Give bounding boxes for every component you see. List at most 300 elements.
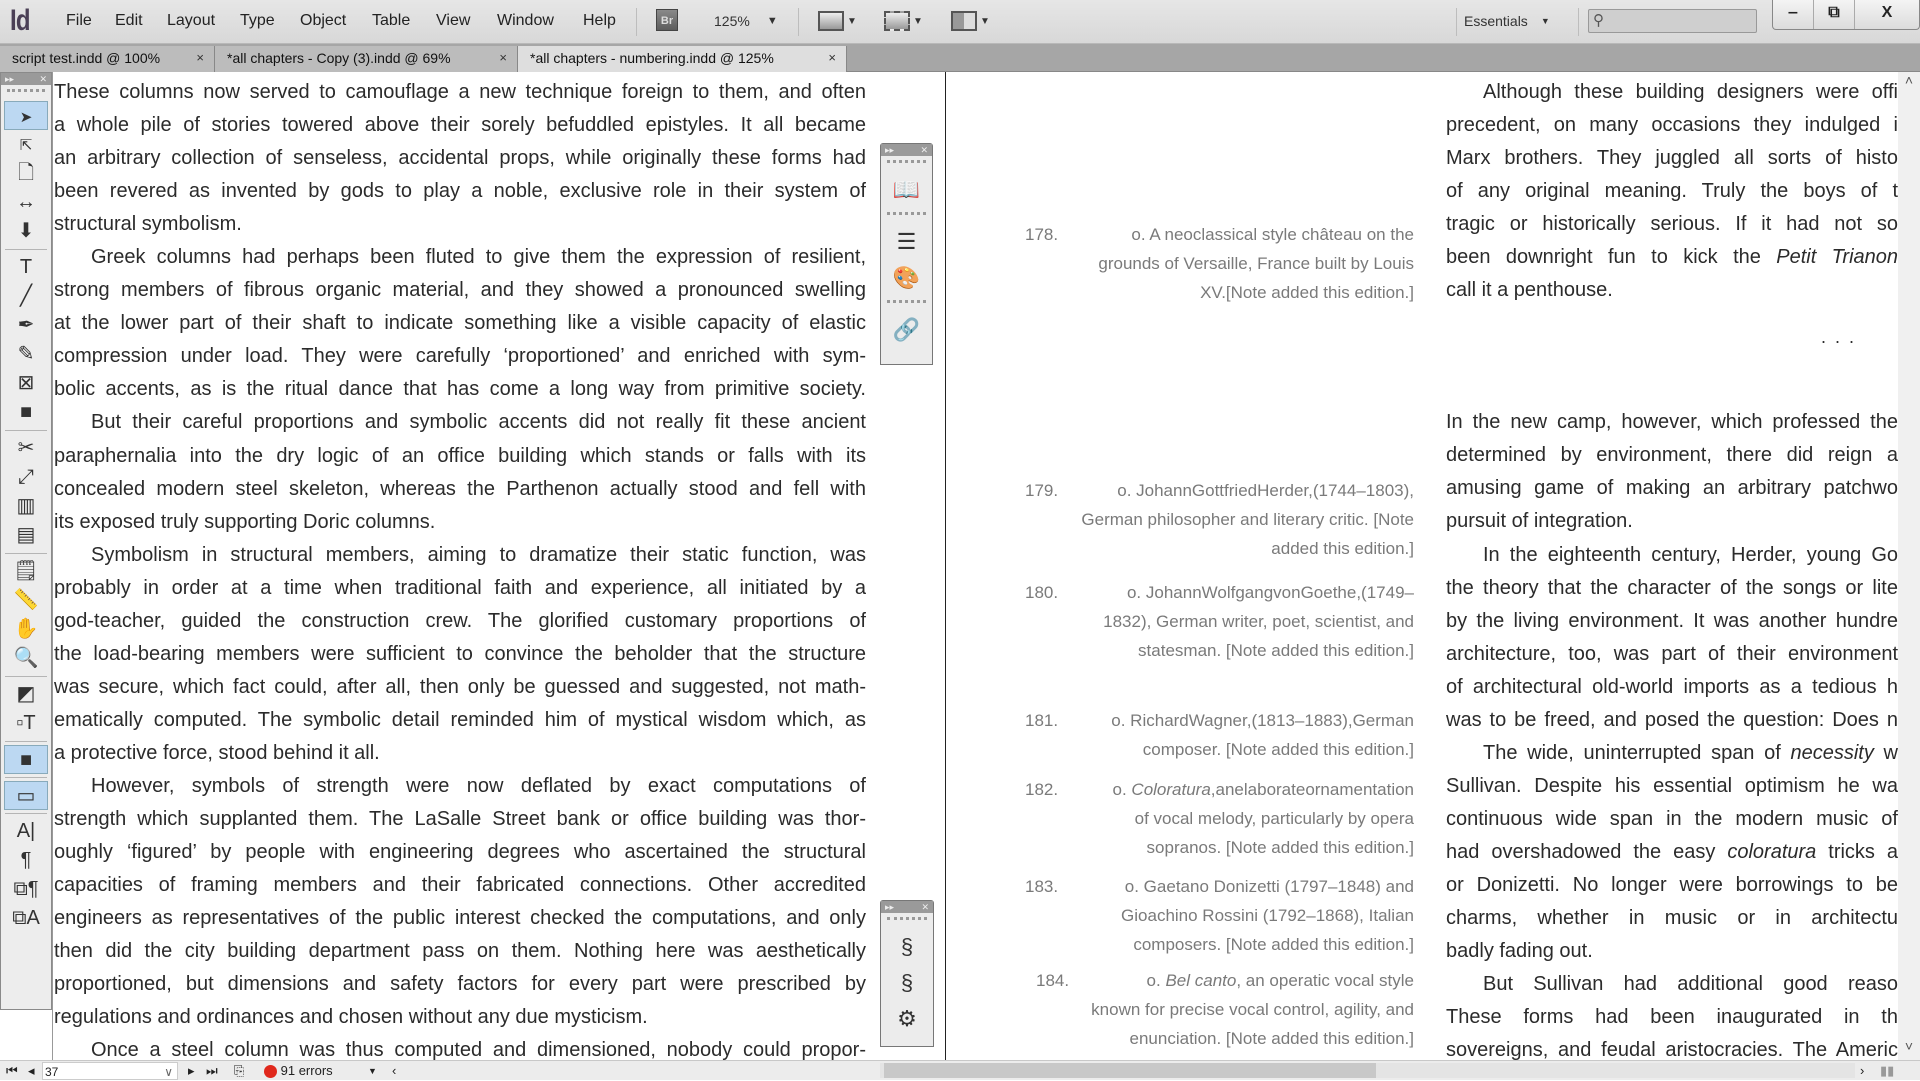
menu-edit[interactable]: Edit (115, 12, 143, 29)
content-collector-tool-icon: ⬇ (17, 220, 35, 242)
footnote-number: 180. (1025, 583, 1059, 602)
line-text (54, 676, 866, 698)
preflight-status[interactable] (264, 1062, 333, 1080)
text-line (1446, 572, 1898, 605)
footnote-line (1020, 706, 1414, 735)
selection-tool-icon: ➤ (19, 109, 33, 126)
text-line (54, 109, 866, 142)
line-tool[interactable] (4, 282, 48, 311)
footnote-line (1020, 804, 1414, 833)
line-text (1446, 577, 1898, 599)
content-collector-tool[interactable] (4, 217, 48, 246)
tab-document[interactable] (0, 46, 215, 72)
text-run: o. JohannWolfgangvonGoethe,(1749– (1126, 583, 1414, 602)
character-panel[interactable] (4, 817, 48, 846)
formatting-container-text[interactable] (4, 709, 48, 738)
menu-file[interactable]: File (66, 12, 92, 29)
text-run: continuous wide span in the modern music of (1446, 807, 1898, 830)
text-run: sopranos. [Note added this edition.] (1146, 838, 1414, 857)
text-line (54, 1001, 866, 1034)
text-run: o. RichardWagner,(1813–1883),German (1111, 711, 1414, 730)
bridge-button[interactable]: Br (656, 9, 678, 31)
text-line (54, 274, 866, 307)
text-run: been revered as invented by gods to play a noble, exclusive role in their system of (54, 180, 866, 203)
text-run: o. JohannGottfriedHerder,(1744–1803), (1117, 481, 1414, 500)
links-panel-icon[interactable]: 🔗 (892, 317, 921, 342)
line-text (1446, 676, 1898, 698)
text-run: its exposed truly supporting Doric columns. (54, 510, 436, 533)
screen-mode-icon (884, 11, 910, 31)
text-line (1446, 241, 1898, 274)
line-text (91, 246, 866, 268)
pen-tool-icon: ✒ (17, 314, 35, 336)
text-line (1446, 836, 1898, 869)
text-line (54, 142, 866, 175)
previous-page-icon[interactable]: ◂ (28, 1063, 35, 1078)
pencil-tool-icon: ✎ (17, 343, 35, 365)
rectangle-frame-tool[interactable] (4, 369, 48, 398)
text-run: strong members of fibrous organic material, and they showed a pronounced swelling (54, 279, 866, 302)
character-styles-panel[interactable] (4, 875, 48, 904)
panel-grip[interactable] (7, 89, 45, 97)
text-line (54, 241, 866, 274)
panel-grip[interactable] (887, 212, 926, 220)
text-run: ,anelaborateornamentation (1210, 780, 1414, 799)
italic-text: Coloratura (1131, 780, 1211, 799)
text-line (54, 770, 866, 803)
search-input[interactable] (1588, 9, 1757, 33)
line-text (54, 742, 380, 764)
last-page-icon[interactable]: ⏭ (206, 1063, 218, 1078)
menu-layout[interactable]: Layout (167, 12, 216, 29)
text-run: enunciation. [Note added this edition.] (1129, 1029, 1414, 1048)
menu-view[interactable]: View (436, 12, 471, 29)
text-run: These forms had been inaugurated in th (1446, 1006, 1898, 1029)
divider (1456, 8, 1457, 36)
footnote-line (1020, 578, 1414, 607)
line-text (1446, 610, 1898, 632)
paragraph-panel-icon: ¶ (20, 849, 32, 871)
footnote (1020, 220, 1414, 307)
text-run: of any original meaning. Truly the boys of t (1446, 180, 1898, 203)
page-number-field[interactable] (42, 1062, 178, 1080)
paragraph-styles-panel[interactable] (4, 904, 48, 933)
zoom-tool-icon: 🔍 (13, 647, 39, 669)
text-run: compression under load. They were carefully ‘proportioned’ and enriched with sym- (54, 345, 866, 368)
line-text (54, 478, 866, 500)
chevron-down-icon: ▼ (913, 15, 923, 27)
measure-tool-icon: 📏 (13, 589, 39, 611)
text-run: pursuit of integration. (1446, 510, 1633, 533)
text-run: Symbolism in structural members, aiming to dramatize their static function, was (91, 543, 866, 566)
text-line (1446, 968, 1898, 1001)
text-run: Once a steel column was thus computed and dimensioned, nobody could propor- (91, 1039, 866, 1060)
footnote-number: 184. (1036, 971, 1070, 990)
close-button[interactable]: X (1881, 4, 1893, 21)
text-run: call it a penthouse. (1446, 279, 1613, 302)
pencil-tool[interactable] (4, 340, 48, 369)
page-tool[interactable] (4, 159, 48, 188)
preflight-menu-icon[interactable]: ▼ (368, 1066, 377, 1076)
text-line (54, 406, 866, 439)
text-line (1446, 704, 1898, 737)
free-transform-tool-icon: ⤢ (18, 466, 34, 488)
tab-document[interactable] (215, 46, 518, 72)
swatches-panel-icon[interactable]: 🎨 (892, 265, 921, 290)
tab-document[interactable] (518, 46, 847, 72)
status-bar (0, 1060, 1920, 1080)
menu-table[interactable]: Table (372, 12, 411, 29)
text-run: structural symbolism. (54, 213, 242, 236)
text-run: paraphernalia into the dry logic of an office building which stands or falls with its (54, 444, 866, 467)
text-run: had overshadowed the easy (1446, 840, 1728, 863)
type-tool[interactable] (4, 253, 48, 282)
footnote-line (1020, 476, 1414, 505)
gradient-feather-tool[interactable] (4, 521, 48, 550)
restore-button[interactable]: ⧉ (1814, 0, 1855, 29)
line-text (54, 279, 866, 301)
line-text (1483, 81, 1898, 103)
text-line (54, 671, 866, 704)
footnote-line (1020, 872, 1414, 901)
line-text (54, 907, 866, 929)
text-run: the load-bearing members were sufficient to convince the beholder that the structure (54, 642, 866, 665)
text-line (1446, 208, 1898, 241)
close-icon[interactable]: ✕ (39, 74, 47, 84)
normal-view-mode[interactable] (4, 745, 48, 774)
text-run: o. (1112, 780, 1132, 799)
text-run: capacities of framing members and their fabricated connections. Other accredited (54, 874, 866, 897)
text-run: a protective force, stood behind it all. (54, 741, 380, 764)
scissors-tool[interactable] (4, 434, 48, 463)
line-text (54, 511, 435, 533)
gradient-swatch-tool-icon: ▥ (16, 495, 36, 517)
line-text (54, 81, 866, 103)
data-merge-panel-icon[interactable]: ⚙ (897, 1006, 917, 1031)
line-text (54, 345, 866, 367)
italic-text: Petit Trianon (1776, 246, 1898, 269)
text-run: known for precise vocal control, agility, and (1091, 1000, 1414, 1019)
text-run: a whole pile of stories towered above their sorely befuddled epistyles. It all became (54, 114, 866, 137)
line-text (54, 114, 866, 136)
line-text (54, 1006, 648, 1028)
chevron-down-icon: ▼ (980, 15, 990, 27)
tool-separator (5, 249, 47, 250)
hand-tool[interactable] (4, 615, 48, 644)
gradient-swatch-tool[interactable] (4, 492, 48, 521)
text-run: Although these building designers were offi (1483, 81, 1898, 103)
scroll-left-icon[interactable]: ‹ (392, 1063, 397, 1078)
pages-panel-icon[interactable]: 📖 (892, 177, 921, 202)
footnote (1020, 775, 1414, 862)
menu-window[interactable]: Window (497, 12, 554, 29)
document-tabs (0, 44, 1920, 72)
text-run: been downright fun to kick the (1446, 246, 1777, 269)
scroll-up-icon[interactable]: ˄ (1904, 72, 1914, 88)
panel-dock (880, 143, 933, 365)
text-run: , an operatic vocal style (1236, 971, 1414, 990)
line-text (54, 808, 866, 830)
next-page-icon[interactable]: ▸ (188, 1063, 195, 1078)
text-run: charms, whether in music or in architectu (1446, 907, 1898, 930)
line-text (91, 775, 866, 797)
text-line (1446, 605, 1898, 638)
scissors-tool-icon: ✂ (17, 437, 35, 459)
text-run: tricks a (1816, 840, 1898, 863)
scroll-right-icon[interactable]: › (1860, 1063, 1865, 1078)
footnote-line (1020, 636, 1414, 665)
text-run: In the new camp, however, which professed the (1446, 411, 1898, 434)
text-line (1446, 737, 1898, 770)
text-run: w (1873, 741, 1898, 764)
gap-tool[interactable] (4, 188, 48, 217)
spread-divider (945, 72, 946, 1060)
footnote-line (1020, 607, 1414, 636)
line-text (1446, 808, 1898, 830)
divider (1578, 8, 1579, 36)
text-line (1446, 274, 1898, 307)
text-run: o. A neoclassical style château on the (1131, 225, 1414, 244)
direct-selection-tool[interactable] (4, 130, 48, 159)
direct-selection-tool-icon: ⇱ (19, 137, 33, 154)
gradient-feather-tool-icon: ▤ (16, 524, 36, 546)
divider (798, 8, 799, 36)
line-text (1446, 246, 1898, 268)
note-tool[interactable] (4, 557, 48, 586)
italic-text: necessity (1790, 741, 1874, 764)
text-run: sovereigns, and feudal aristocracies. The Americ (1446, 1039, 1898, 1060)
arrange-documents-button[interactable] (951, 8, 990, 34)
text-line (1446, 539, 1898, 572)
script-label-panel-icon[interactable]: § (900, 970, 914, 995)
footnote-line (1020, 995, 1414, 1024)
footnote-line (1020, 220, 1414, 249)
left-page-text-frame[interactable] (54, 76, 866, 1060)
text-run: determined by environment, there did reign a (1446, 444, 1898, 467)
footnote-line (1020, 901, 1414, 930)
text-run: concealed modern steel skeleton, whereas the Parthenon actually stood and fell with (54, 477, 866, 500)
paragraph-panel[interactable] (4, 846, 48, 875)
zoom-level-dropdown[interactable] (714, 8, 778, 34)
text-run: probably in order at a time when traditional faith and experience, all initiated by a (54, 576, 866, 599)
line-text (54, 709, 866, 731)
line-text (54, 445, 866, 467)
line-text (1446, 874, 1898, 896)
text-run: was secure, which fact could, after all, then only be guessed and suggested, not math- (54, 675, 866, 698)
horizontal-scroll-thumb[interactable] (884, 1063, 1376, 1078)
character-styles-panel-icon: ⧉¶ (13, 878, 39, 900)
text-run: by the living environment. It was another hundre (1446, 609, 1898, 632)
screen-mode-button[interactable] (884, 8, 923, 34)
line-text (54, 841, 866, 863)
tab-label: *all chapters - Copy (3).indd @ 69% (227, 50, 451, 66)
line-text (54, 312, 866, 334)
scroll-down-icon[interactable]: ˅ (1904, 1038, 1914, 1054)
chevron-down-icon: ▼ (1540, 16, 1550, 26)
first-page-icon[interactable]: ⏮ (6, 1063, 18, 1078)
normal-view-mode-icon: ■ (19, 749, 33, 771)
view-options-icon (818, 11, 844, 31)
line-text (91, 544, 866, 566)
panel-grip[interactable] (887, 160, 926, 168)
text-run: of vocal melody, particularly by opera (1134, 809, 1414, 828)
footnote (1020, 578, 1414, 665)
text-run: amusing game of making an arbitrary patchwo (1446, 477, 1898, 500)
panel-header (881, 144, 932, 156)
line-text (54, 378, 866, 400)
page-number: 37 (45, 1065, 59, 1079)
footnote-line (1020, 775, 1414, 804)
type-tool-icon: T (19, 256, 33, 278)
text-line (1446, 472, 1898, 505)
tool-separator (5, 430, 47, 431)
page-edge (52, 72, 53, 1060)
close-icon[interactable]: ✕ (921, 902, 929, 912)
text-run: But their careful proportions and symbolic accents did not really fit these ancient (91, 411, 866, 434)
text-run: god-teacher, guided the construction crew. The glorified customary proportions of (54, 609, 866, 632)
character-panel-icon: A| (16, 820, 36, 842)
text-line (54, 440, 866, 473)
scripts-panel-dock (880, 900, 934, 1047)
collapse-icon[interactable]: ▸▸ (5, 74, 15, 84)
workspace-switcher[interactable] (1464, 8, 1550, 34)
line-text (1483, 742, 1898, 764)
line-text (1446, 775, 1898, 797)
text-line (1446, 175, 1898, 208)
text-run: the theory that the character of the songs or lite (1446, 576, 1898, 599)
text-line (1446, 406, 1898, 439)
text-line (54, 902, 866, 935)
chevron-down-icon[interactable]: ∨ (164, 1065, 173, 1079)
error-indicator-icon (264, 1065, 277, 1078)
text-run: regulations and ordinances and chosen without any due mysticism. (54, 1006, 648, 1029)
search-icon: ⚲ (1593, 12, 1604, 29)
chevron-down-icon: ▼ (766, 15, 778, 27)
close-tab-icon[interactable]: × (196, 50, 204, 65)
text-run: of architectural old-world imports as a tedious h (1446, 675, 1898, 698)
footnote-line (1020, 249, 1414, 278)
text-run: However, symbols of strength were now deflated by exact computations of (91, 774, 866, 797)
fill-stroke-swatch[interactable] (4, 680, 48, 709)
tool-separator (5, 676, 47, 677)
line-text (54, 147, 866, 169)
selection-tool[interactable] (4, 101, 48, 130)
text-run: an arbitrary collection of senseless, accidental props, while originally these forms had (54, 147, 866, 170)
open-page-icon[interactable]: ⎘ (234, 1063, 245, 1078)
text-run: In the eighteenth century, Herder, young Go (1483, 543, 1898, 566)
line-text (1446, 444, 1898, 466)
text-run: statesman. [Note added this edition.] (1138, 641, 1414, 660)
text-run: composers. [Note added this edition.] (1133, 935, 1414, 954)
hand-tool-icon: ✋ (13, 618, 39, 640)
arrange-documents-icon (951, 11, 977, 31)
text-run: tragic or historically serious. If it had not so (1446, 213, 1898, 236)
chevron-down-icon: ▼ (847, 15, 857, 27)
tools-panel (0, 72, 52, 1010)
line-text (1446, 709, 1898, 731)
minimize-button[interactable]: ‒ (1773, 0, 1814, 29)
menu-type[interactable]: Type (240, 12, 275, 29)
text-run: 1832), German writer, poet, scientist, and (1103, 612, 1414, 631)
text-line (54, 307, 866, 340)
menu-help[interactable]: Help (583, 12, 616, 29)
rectangle-tool[interactable] (4, 398, 48, 427)
text-run: These columns now served to camouflage a new technique foreign to them, and often (54, 81, 866, 103)
line-text (1446, 1006, 1898, 1028)
close-tab-icon[interactable]: × (499, 50, 507, 65)
menu-object[interactable]: Object (300, 12, 347, 29)
right-page-text-frame[interactable] (1446, 76, 1898, 1060)
split-window-icon[interactable]: ▮▮ (1880, 1063, 1895, 1078)
text-run: then did the city building department pass on them. Nothing here was aesthetically (54, 940, 866, 963)
layers-panel-icon[interactable]: ☰ (896, 229, 917, 254)
line-text (54, 610, 866, 632)
expand-icon[interactable]: ▸▸ (885, 902, 895, 912)
error-count: 91 errors (280, 1063, 333, 1078)
text-line (54, 539, 866, 572)
footnote-line (1020, 278, 1414, 307)
vertical-scrollbar[interactable] (1898, 72, 1920, 1060)
measure-tool[interactable] (4, 586, 48, 615)
text-line (1446, 638, 1898, 671)
line-text (1446, 147, 1898, 169)
line-text (1446, 279, 1613, 301)
rectangle-tool-icon: ■ (19, 401, 33, 423)
footnote-line (1020, 534, 1414, 563)
footnote-number: 178. (1025, 225, 1059, 244)
line-text (54, 643, 866, 665)
text-run: grounds of Versaille, France built by Louis (1098, 254, 1414, 273)
text-run: Greek columns had perhaps been fluted to give them the expression of resilient, (91, 246, 866, 269)
note-tool-icon: 🗒 (13, 560, 39, 582)
line-text (1446, 510, 1633, 532)
text-run: The wide, uninterrupted span of (1483, 741, 1791, 764)
text-line (1446, 770, 1898, 803)
view-options-button[interactable] (818, 8, 857, 34)
pen-tool[interactable] (4, 311, 48, 340)
free-transform-tool[interactable] (4, 463, 48, 492)
text-run: badly fading out. (1446, 940, 1593, 963)
text-line (1446, 869, 1898, 902)
line-text (1446, 1039, 1898, 1060)
scripts-panel-icon[interactable]: § (900, 934, 914, 959)
panel-grip[interactable] (887, 917, 927, 925)
footnote-number: 182. (1025, 780, 1059, 799)
expand-icon[interactable]: ▸▸ (885, 145, 895, 155)
tab-label: *all chapters - numbering.indd @ 125% (530, 50, 774, 66)
line-text (1446, 643, 1898, 665)
fill-stroke-swatch-icon: ◩ (16, 683, 36, 705)
footnote-line (1020, 833, 1414, 862)
page-tool-icon: 🗋 (17, 162, 35, 184)
text-run: oughly ‘figured’ by people with engineering degrees who ascertained the structural (54, 841, 866, 864)
gap-tool-icon: ↔ (16, 191, 36, 213)
text-run: at the lower part of their shaft to indicate something like a visible capacity of elastic (54, 312, 866, 335)
italic-text: Bel canto (1165, 971, 1237, 990)
zoom-tool[interactable] (4, 644, 48, 673)
text-line (54, 704, 866, 737)
panel-header (881, 901, 933, 913)
line-text (54, 940, 866, 962)
panel-grip[interactable] (887, 300, 926, 308)
line-text (1483, 544, 1898, 566)
close-tab-icon[interactable]: × (828, 50, 836, 65)
close-icon[interactable]: ✕ (920, 145, 928, 155)
line-text (91, 411, 866, 433)
text-line (54, 836, 866, 869)
screen-mode[interactable] (4, 781, 48, 810)
text-line (54, 803, 866, 836)
